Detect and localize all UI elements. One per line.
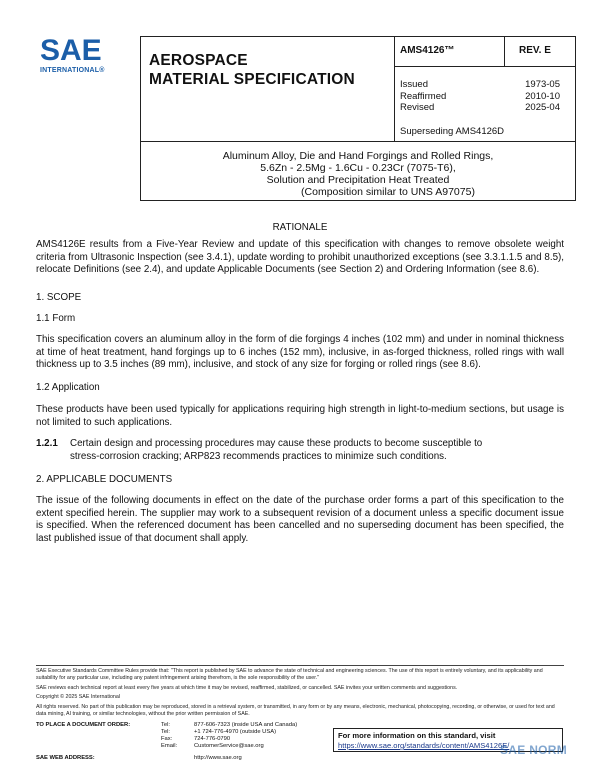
rationale-heading: RATIONALE: [272, 222, 328, 233]
subject-box: [140, 140, 576, 201]
date-value: 1973-05: [525, 79, 560, 90]
fax-label: Fax:: [161, 736, 173, 742]
section-2-text: The issue of the following documents in effect on the date of the purchase order forms a part of this specification to the extent specified herein. The supplier may work to a subsequent revision of a document unless a specific document issue is specified. When the referenced document has been cancelled and no superseding document has been specified, the last published issue of that document shall apply.: [36, 495, 564, 544]
watermark: SAE NORM: [500, 743, 568, 757]
legal-footer: [36, 665, 564, 720]
info-text: For more information on this standard, visit: [338, 731, 496, 740]
tel-inside: 877-606-7323 (inside USA and Canada): [194, 722, 298, 728]
section-1-2-1-text: Certain design and processing procedures may cause these products to become susceptible to stress-corrosion cracking; ARP823 recommends practices to minimize such conditions.: [70, 438, 483, 462]
web-link[interactable]: http://www.sae.org: [194, 755, 242, 761]
doc-type-line2: MATERIAL SPECIFICATION: [149, 71, 355, 88]
section-1-2-text: These products have been used typically for applications requiring high strength in light-to-medium sections, but usage is not limited to such applications.: [36, 404, 564, 428]
header-box: [140, 36, 576, 142]
superseding-note: Superseding AMS4126D: [400, 126, 505, 137]
date-value: 2010-10: [525, 90, 560, 102]
subject-line: Solution and Precipitation Heat Treated: [266, 174, 450, 186]
email-label: Email:: [161, 743, 178, 749]
date-label: Issued: [400, 79, 428, 90]
section-1-heading: 1. SCOPE: [36, 292, 82, 303]
sae-logo: [40, 36, 120, 74]
tel-label: Tel:: [161, 729, 171, 735]
date-row-revised: [400, 102, 560, 114]
web-label: SAE WEB ADDRESS:: [36, 755, 95, 761]
section-1-2-1-number: 1.2.1: [36, 438, 58, 449]
date-row-issued: [400, 79, 560, 91]
subject-line: (Composition similar to UNS A97075): [301, 186, 475, 198]
footer-copyright: Copyright © 2025 SAE International: [36, 694, 120, 701]
section-1-1-heading: 1.1 Form: [36, 313, 76, 324]
logo-subtitle: INTERNATIONAL®: [40, 67, 105, 74]
doc-id-cell: [394, 37, 505, 67]
fax-number: 724-776-0790: [194, 736, 231, 742]
date-value: 2025-04: [525, 102, 560, 113]
title-cell: [141, 37, 395, 141]
subject-line: 5.6Zn - 2.5Mg - 1.6Cu - 0.23Cr (7075-T6),: [260, 162, 456, 174]
order-contacts: [36, 722, 326, 768]
section-1-1-text: This specification covers an aluminum alloy in the form of die forgings 4 inches (102 mm) and under in nominal thickness at time of heat treatment, hand forgings up to 6 inches (152 mm), inclusive, in as-forged thickness, rolled rings with wall thickness up to 3.5 inches (89 mm), inclusive, and stock of any size for forging or rolled rings (see 8.6).: [36, 334, 564, 371]
tel-label: Tel:: [161, 722, 171, 728]
doc-id: AMS4126™: [400, 45, 455, 56]
footer-rules: SAE Executive Standards Committee Rules provide that: "This report is published by SAE to advance the state of technical and engineering sciences. The use of this report is entirely voluntary, and its applicability and suitability for any particular use, including any patent infringement arising therefrom, is the sole responsibility of the user.": [36, 668, 543, 681]
section-1-2-heading: 1.2 Application: [36, 382, 100, 393]
subject-line: Aluminum Alloy, Die and Hand Forgings and Rolled Rings,: [222, 150, 494, 162]
logo-brand: SAE: [40, 34, 102, 67]
standard-link[interactable]: https://www.sae.org/standards/content/AMS4126E/: [338, 741, 510, 750]
order-label: TO PLACE A DOCUMENT ORDER:: [36, 722, 131, 728]
date-label: Revised: [400, 102, 435, 113]
rationale-text: AMS4126E results from a Five-Year Review and update of this specification with changes to remove obsolete weight criteria from Ultrasonic Inspection (see 3.4.1), update wording to prohibit unauthorized exceptions (see 3.3.1.1.5 and 8.5), relocate Definitions (see 2.4), and update Applicable Documents (see Section 2) and Ordering Information (see 8.6).: [36, 239, 564, 276]
tel-outside: +1 724-776-4970 (outside USA): [194, 729, 277, 735]
footer-review: SAE reviews each technical report at least every five years at which time it may be revised, reaffirmed, stabilized, or cancelled. SAE invites your written comments and suggestions.: [36, 684, 458, 691]
section-2-heading: 2. APPLICABLE DOCUMENTS: [36, 474, 173, 485]
revision-cell: [505, 37, 575, 67]
email-link[interactable]: CustomerService@sae.org: [194, 743, 264, 749]
date-label: Reaffirmed: [400, 90, 447, 102]
date-list: [400, 79, 560, 114]
revision: REV. E: [519, 45, 551, 56]
date-row-reaffirmed: [400, 91, 560, 103]
footer-rights: All rights reserved. No part of this publication may be reproduced, stored in a retrieval system, or transmitted, in any form or by any means, electronic, mechanical, photocopying, recording, or otherwise, or used for text and data mining, AI training, or similar technologies, without the prior written permission of SAE.: [36, 703, 555, 717]
doc-type-line1: AEROSPACE: [149, 52, 248, 69]
